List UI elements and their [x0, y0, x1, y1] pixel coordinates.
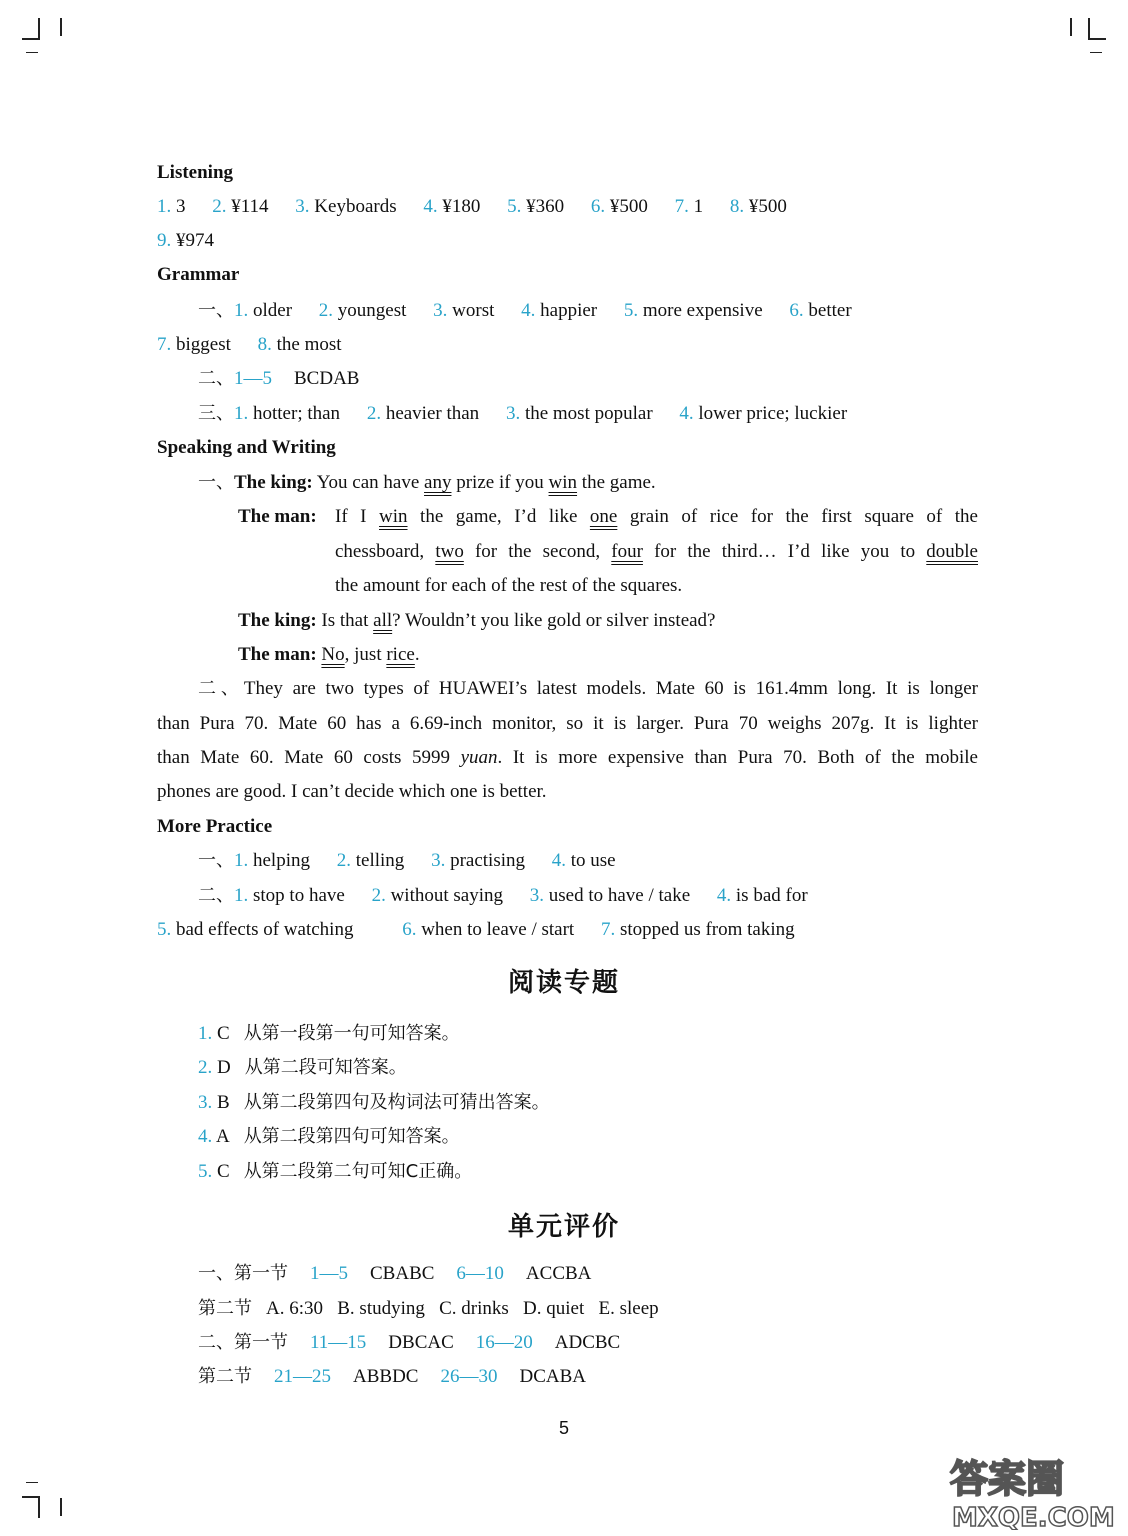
answer: ¥114: [231, 196, 269, 217]
unit-row-4: [198, 1360, 978, 1394]
unit-row-2: [198, 1292, 978, 1326]
writing-paragraph-line-2: than Pura 70. Mate 60 has a 6.69-inch monitor, so it is larger. Pura 70 weighs 207g. It is lighter: [157, 713, 978, 734]
text: chessboard,: [335, 541, 436, 562]
unit-row-3: [198, 1326, 978, 1360]
part-label: 二、: [198, 368, 234, 389]
answer: used to have / take: [548, 885, 691, 906]
item-number: 7.: [157, 334, 172, 355]
blank-answer: win: [548, 472, 578, 493]
speaker-king: The king:: [238, 610, 317, 631]
item-number: 5.: [507, 196, 522, 217]
answer: DBCAC: [388, 1332, 454, 1353]
item-number: 7.: [600, 919, 616, 940]
item-number: 3.: [431, 850, 446, 871]
answer: BCDAB: [294, 368, 360, 389]
answer: ¥360: [526, 196, 565, 217]
answer: ¥974: [176, 230, 214, 251]
item-number: 3.: [505, 403, 521, 424]
item-number: 7.: [674, 196, 689, 217]
listening-answers-row-1: [157, 190, 978, 224]
item-number: 4.: [716, 885, 732, 906]
text: than Mate 60. Mate 60 costs 5999: [157, 747, 461, 768]
answer: A. 6:30 B. studying C. drinks D. quiet E. sleep: [266, 1298, 659, 1319]
item-number: 4.: [521, 300, 536, 321]
crop-mark-tr-h2: [1090, 52, 1102, 53]
item-number: 2.: [198, 1057, 213, 1078]
answer: ¥500: [609, 196, 648, 217]
answer: the most popular: [524, 403, 653, 424]
answer: hotter; than: [253, 403, 341, 424]
item-number: 6.: [402, 919, 417, 940]
section-heading-more-practice: More Practice: [157, 816, 273, 837]
watermark-en-text: MXQE.COM: [952, 1503, 1115, 1530]
answer: C: [217, 1161, 230, 1182]
writing-paragraph-line-4: phones are good. I can’t decide which one is better.: [157, 781, 547, 802]
answer: more expensive: [642, 300, 763, 321]
item-number: 3.: [529, 885, 544, 906]
more-practice-part-2-row-1: [198, 879, 978, 913]
text: prize if you: [451, 472, 549, 493]
answer: practising: [450, 850, 525, 871]
more-practice-part-1: [198, 844, 978, 878]
explanation: 从第二段第二句可知C正确。: [243, 1161, 473, 1182]
answer: B: [217, 1092, 230, 1113]
item-number: 8.: [257, 334, 272, 355]
grammar-part-2: [198, 362, 978, 396]
speaker-man: The man:: [238, 644, 317, 665]
part-label: 二、: [198, 885, 234, 906]
answer: lower price; luckier: [698, 403, 848, 424]
answer: CBABC: [370, 1263, 435, 1284]
answer: ADCBC: [554, 1332, 621, 1353]
crop-mark-tl-v2: [60, 18, 62, 36]
item-number: 4.: [198, 1126, 213, 1147]
blank-answer: No: [321, 644, 345, 665]
answer: C: [217, 1023, 230, 1044]
item-number: 1.: [234, 850, 249, 871]
blank-answer: win: [379, 506, 408, 527]
answer: 3: [176, 196, 186, 217]
text: grain of rice for the first square of the: [617, 506, 978, 527]
explanation: 从第二段第四句及构词法可猜出答案。: [243, 1092, 550, 1113]
answer: is bad for: [735, 885, 808, 906]
text: ? Wouldn’t you like gold or silver instead?: [392, 610, 716, 631]
answer: to use: [570, 850, 616, 871]
item-number: 5.: [198, 1161, 213, 1182]
answer: without saying: [390, 885, 503, 906]
answer: ABBDC: [353, 1366, 419, 1387]
text: If I: [335, 506, 380, 527]
answer: A: [215, 1126, 230, 1147]
item-number: 5.: [623, 300, 639, 321]
item-number: 9.: [157, 230, 172, 251]
blank-answer: one: [589, 506, 618, 527]
answer: helping: [253, 850, 310, 871]
part-label: 一、: [198, 472, 234, 493]
text: for the second,: [463, 541, 612, 562]
crop-mark-tr-v2: [1070, 18, 1072, 36]
part-label: 三、: [198, 403, 234, 424]
item-number: 6.: [590, 196, 606, 217]
crop-mark-bl-v: [38, 1496, 40, 1518]
text: for the third… I’d like you to: [642, 541, 927, 562]
listening-answers-row-2: [157, 224, 978, 258]
explanation: 从第二段可知答案。: [244, 1057, 407, 1078]
section-heading-grammar: Grammar: [157, 264, 240, 285]
item-number: 1.: [234, 300, 249, 321]
crop-mark-tr-v: [1088, 18, 1090, 38]
speaker-man: The man:: [238, 506, 317, 527]
watermark-logo: [946, 1450, 1116, 1530]
answer: heavier than: [385, 403, 480, 424]
item-number: 3.: [433, 300, 448, 321]
item-range: 16—20: [475, 1332, 533, 1353]
item-number: 5.: [157, 919, 172, 940]
text: .: [414, 644, 420, 665]
speaker-king: The king:: [234, 472, 313, 493]
item-number: 2.: [318, 300, 334, 321]
part-label: 二、第一节: [198, 1332, 288, 1353]
blank-answer: all: [373, 610, 393, 631]
item-number: 4.: [679, 403, 694, 424]
section-title-reading: 阅读专题: [507, 968, 620, 998]
reading-answer-3: [198, 1086, 978, 1120]
part-label: 一、: [198, 300, 234, 321]
answer: Keyboards: [314, 196, 397, 217]
item-number: 6.: [789, 300, 804, 321]
text-italic: yuan: [460, 747, 498, 768]
answer: D: [217, 1057, 231, 1078]
section-heading-speaking: Speaking and Writing: [157, 437, 336, 458]
item-range: 26—30: [440, 1366, 498, 1387]
dialogue-line-3: [335, 535, 978, 569]
text: Is that: [321, 610, 374, 631]
item-number: 3.: [198, 1092, 213, 1113]
item-number: 1.: [157, 196, 172, 217]
section-heading-listening: Listening: [157, 162, 234, 183]
text: , just: [344, 644, 387, 665]
item-number: 3.: [295, 196, 310, 217]
page-number: 5: [558, 1418, 569, 1438]
item-number: 2.: [366, 403, 382, 424]
answer: worst: [452, 300, 495, 321]
text: the game.: [577, 472, 656, 493]
writing-paragraph-line-1: [198, 672, 978, 706]
reading-answer-5: [198, 1155, 978, 1189]
answer: ¥180: [442, 196, 481, 217]
part-label: 一、: [198, 850, 234, 871]
item-number: 4.: [423, 196, 438, 217]
crop-mark-tr-h: [1088, 38, 1106, 40]
answer: bad effects of watching: [176, 919, 354, 940]
blank-answer: two: [435, 541, 464, 562]
blank-answer: any: [424, 472, 452, 493]
item-number: 8.: [729, 196, 745, 217]
more-practice-part-2-row-2: [157, 913, 978, 947]
blank-answer: four: [611, 541, 643, 562]
watermark-cn-text: 答案圈: [950, 1457, 1065, 1501]
text: You can have: [316, 472, 425, 493]
answer: stop to have: [253, 885, 345, 906]
grammar-part-1-row-2: [157, 328, 978, 362]
grammar-part-3: [198, 397, 978, 431]
explanation: 从第二段第四句可知答案。: [243, 1126, 460, 1147]
grammar-part-1-row-1: [198, 294, 978, 328]
answer: happier: [540, 300, 598, 321]
answer: stopped us from taking: [619, 919, 795, 940]
answer: biggest: [176, 334, 231, 355]
item-number: 1.: [198, 1023, 213, 1044]
answer: when to leave / start: [421, 919, 575, 940]
item-number: 2.: [212, 196, 227, 217]
crop-mark-tl-h: [22, 38, 40, 40]
crop-mark-bl-v2: [60, 1498, 62, 1516]
part-label: 一、第一节: [198, 1263, 288, 1284]
text: the game, I’d like: [407, 506, 590, 527]
item-number: 1.: [234, 403, 249, 424]
answer: ACCBA: [525, 1263, 592, 1284]
item-number: 2.: [336, 850, 351, 871]
item-number: 2.: [371, 885, 386, 906]
answer: the most: [276, 334, 342, 355]
part-label: 第二节: [198, 1366, 252, 1387]
answer: DCABA: [519, 1366, 586, 1387]
item-range: 1—5: [234, 368, 272, 389]
reading-answer-2: [198, 1051, 978, 1085]
unit-row-1: [198, 1257, 978, 1291]
item-range: 21—25: [274, 1366, 331, 1387]
text: They are two types of HUAWEI’s latest models. Mate 60 is 161.4mm long. It is longer: [243, 678, 978, 699]
part-label: 第二节: [198, 1298, 252, 1319]
dialogue-line-4: the amount for each of the rest of the squares.: [335, 575, 683, 596]
answer: better: [808, 300, 852, 321]
answer: older: [253, 300, 293, 321]
crop-mark-tl-v: [38, 18, 40, 38]
item-range: 6—10: [456, 1263, 504, 1284]
reading-answer-4: [198, 1120, 978, 1154]
crop-mark-bl-h2: [26, 1482, 38, 1483]
blank-answer: double: [926, 541, 978, 562]
writing-paragraph-line-3: [157, 741, 978, 775]
dialogue-line-6: [238, 638, 978, 672]
answer: 1: [693, 196, 704, 217]
text: . It is more expensive than Pura 70. Both of the mobile: [497, 747, 978, 768]
answer: ¥500: [748, 196, 787, 217]
item-number: 4.: [551, 850, 566, 871]
answer: telling: [355, 850, 405, 871]
reading-answer-1: [198, 1017, 978, 1051]
item-number: 1.: [234, 885, 249, 906]
dialogue-line-1: [198, 466, 978, 500]
answer: youngest: [337, 300, 407, 321]
dialogue-line-2-text: [335, 500, 978, 534]
blank-answer: rice: [386, 644, 415, 665]
explanation: 从第一段第一句可知答案。: [243, 1023, 460, 1044]
crop-mark-tl-h2: [26, 52, 38, 53]
part-label: 二、: [198, 678, 244, 699]
dialogue-line-5: [238, 604, 978, 638]
section-title-unit: 单元评价: [507, 1212, 620, 1242]
item-range: 1—5: [310, 1263, 348, 1284]
item-range: 11—15: [310, 1332, 367, 1353]
